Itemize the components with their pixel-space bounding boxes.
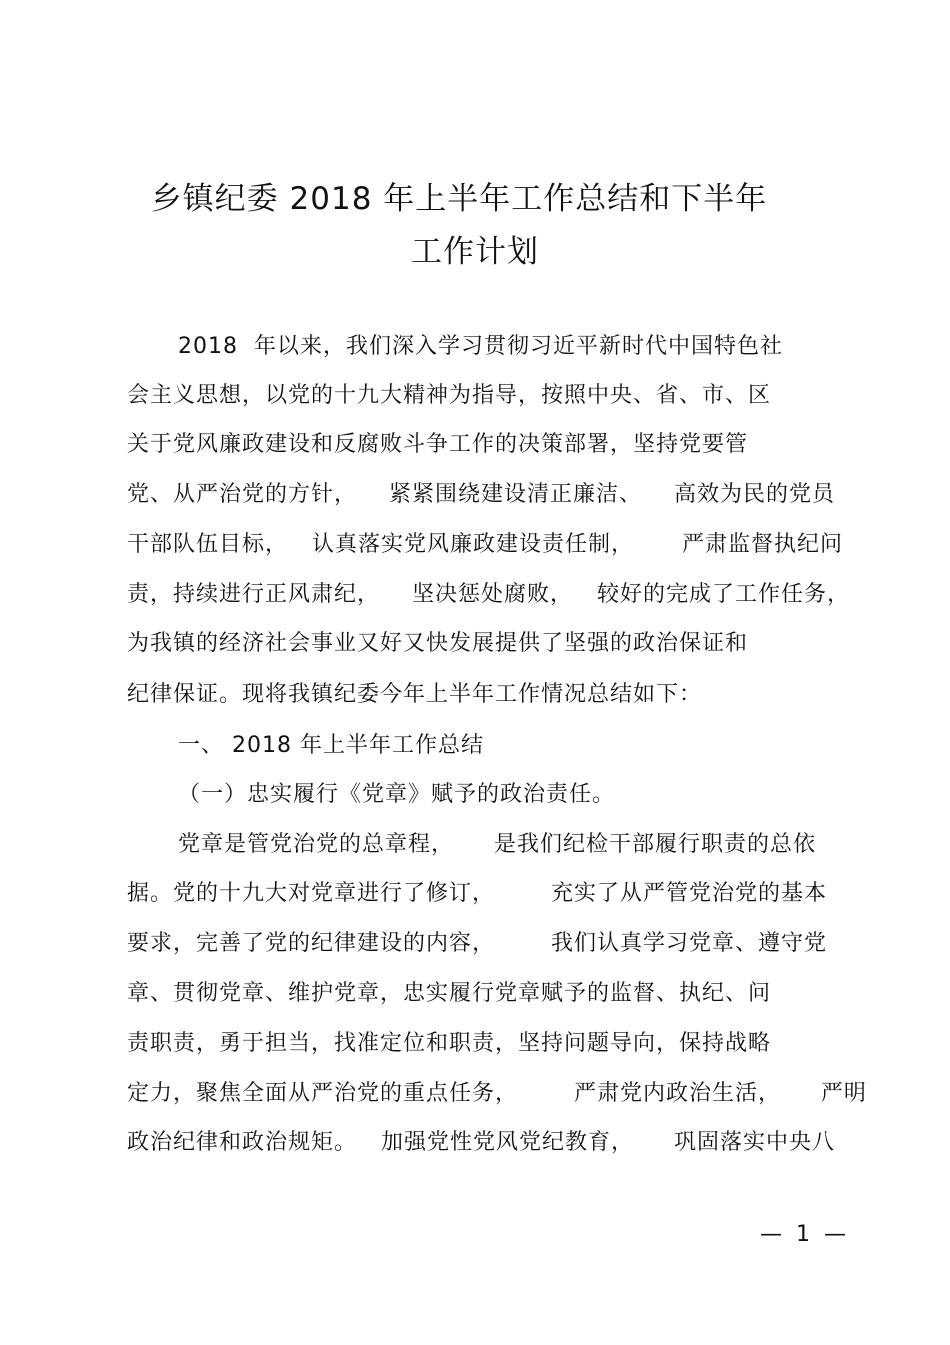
body-line-15: 政治纪律和政治规矩。 加强党性党风党纪教育， 巩固落实中央八 [127,1130,835,1155]
document-title-line-1: 乡镇纪委 2018 年上半年工作总结和下半年 [150,181,768,217]
body-line-8: 纪律保证。现将我镇纪委今年上半年工作情况总结如下： [127,682,703,707]
body-line-9: 党章是管党治党的总章程， 是我们纪检干部履行职责的总依 [178,832,816,857]
body-line-2: 会主义思想，以党的十九大精神为指导，按照中央、省、市、区 [127,383,772,408]
body-line-13: 责职责，勇于担当，找准定位和职责，坚持问题导向，保持战略 [127,1031,772,1056]
body-line-6: 责，持续进行正风肃纪， 坚决惩处腐败， 较好的完成了工作任务， [127,582,850,607]
subsection-heading-1: （一）忠实履行《党章》赋予的政治责任。 [178,782,616,807]
body-line-10: 据。党的十九大对党章进行了修订， 充实了从严管党治党的基本 [127,881,827,906]
body-line-11: 要求，完善了党的纪律建设的内容， 我们认真学习党章、遵守党 [127,931,827,956]
body-line-14: 定力，聚焦全面从严治党的重点任务， 严肃党内政治生活， 严明 [127,1081,867,1106]
section-heading-1: 一、 2018 年上半年工作总结 [178,733,484,758]
body-line-1: 2018 年以来，我们深入学习贯彻习近平新时代中国特色社 [178,334,783,359]
document-title-line-2: 工作计划 [411,234,539,270]
body-line-7: 为我镇的经济社会事业又好又快发展提供了坚强的政治保证和 [127,631,749,656]
body-line-4: 党、从严治党的方针， 紧紧围绕建设清正廉洁、 高效为民的党员 [127,482,835,507]
body-line-5: 干部队伍目标， 认真落实党风廉政建设责任制， 严肃监督执纪问 [127,532,843,557]
body-line-3: 关于党风廉政建设和反腐败斗争工作的决策部署，坚持党要管 [127,432,749,457]
page-number: — 1 — [760,1222,846,1247]
body-line-12: 章、贯彻党章、维护党章，忠实履行党章赋予的监督、执纪、问 [127,981,772,1006]
